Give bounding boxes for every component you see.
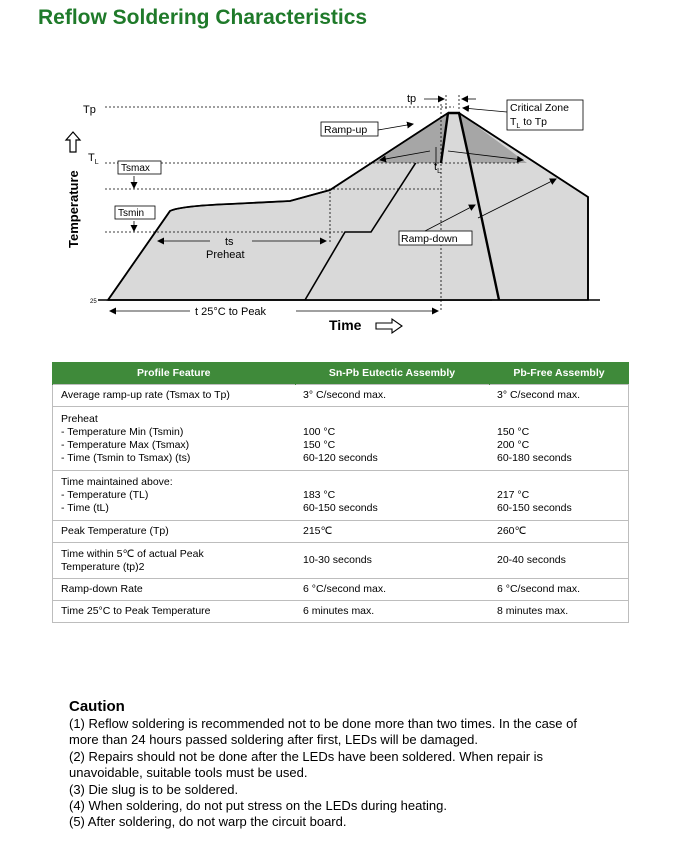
t25-to-peak-label: t 25°C to Peak: [195, 306, 267, 318]
ramp-up-label: Ramp-up: [324, 124, 368, 136]
reflow-profile-table: [52, 362, 629, 623]
table-cell-line: 150 °C: [497, 425, 530, 438]
table-cell-line: Preheat: [61, 412, 98, 425]
caution-line: (2) Repairs should not be done after the LEDs have been soldered. When repair is: [69, 748, 544, 764]
caution-line: unavoidable, suitable tools must be used.: [69, 765, 308, 781]
table-cell-line: Temperature (tp)2: [61, 560, 145, 573]
table-row: [53, 521, 629, 543]
tl-level-label: $T_L$: [88, 152, 99, 166]
table-cell-pbfree: [489, 521, 629, 543]
table-cell-line: 217 °C: [497, 489, 530, 501]
table-cell-feature: [53, 601, 296, 623]
preheat-label: Preheat: [206, 249, 245, 261]
table-cell-line: 8 minutes max.: [497, 605, 569, 617]
critical-zone-line1: Critical Zone: [510, 102, 569, 114]
table-cell-line: Time 25°C to Peak Temperature: [61, 605, 211, 617]
caution-text: [69, 716, 629, 831]
table-cell-line: 10-30 seconds: [303, 554, 372, 566]
ramp-down-label: Ramp-down: [401, 233, 458, 245]
table-header-row: [53, 362, 629, 385]
caution-heading: Caution: [69, 698, 125, 715]
caution-line: more than 24 hours passed soldering after first, LEDs will be damaged.: [69, 732, 478, 748]
time-axis-arrow: [376, 319, 402, 333]
caution-line: (5) After soldering, do not warp the circuit board.: [69, 814, 347, 830]
table-cell-snpb: [295, 543, 489, 579]
table-cell-line: 260℃: [497, 525, 527, 537]
table-cell-line: 183 °C: [303, 489, 336, 501]
table-cell-line: Ramp-down Rate: [61, 583, 143, 595]
table-cell-line: 200 °C: [497, 438, 530, 451]
table-cell-snpb: [295, 579, 489, 601]
table-cell-line: 60-150 seconds: [497, 502, 572, 514]
table-row: [53, 543, 629, 579]
table-cell-line: 20-40 seconds: [497, 554, 566, 566]
table-cell-pbfree: [489, 385, 629, 407]
tl-time-label: $t_L$: [434, 161, 441, 175]
table-cell-snpb: [295, 407, 489, 471]
table-cell-pbfree: [489, 543, 629, 579]
table-cell-line: 100 °C: [303, 425, 336, 438]
table-cell-feature: [53, 407, 296, 471]
table-cell-line: - Time (tL): [61, 502, 109, 514]
table-cell-pbfree: [489, 471, 629, 521]
table-cell-line: 6 °C/second max.: [497, 583, 580, 595]
caution-line: (4) When soldering, do not put stress on the LEDs during heating.: [69, 798, 447, 814]
tp-level-label: Tp: [83, 104, 96, 116]
table-cell-line: - Temperature Max (Tsmax): [61, 438, 190, 451]
table-row: [53, 579, 629, 601]
table-cell-line: 3° C/second max.: [303, 389, 386, 401]
table-cell-feature: [53, 471, 296, 521]
table-cell-line: - Temperature Min (Tsmin): [61, 425, 184, 438]
table-cell-snpb: [295, 471, 489, 521]
table-cell-snpb: [295, 601, 489, 623]
table-cell-line: - Temperature (TL): [61, 489, 149, 501]
table-cell-pbfree: [489, 601, 629, 623]
table-header-pbfree: Pb-Free Assembly: [489, 362, 629, 385]
table-cell-line: Time within 5℃ of actual Peak: [61, 547, 204, 560]
caution-line: (3) Die slug is to be soldered.: [69, 781, 239, 797]
table-cell-line: 60-180 seconds: [497, 451, 572, 464]
caution-line: (1) Reflow soldering is recommended not to be done more than two times. In the case of: [69, 716, 577, 731]
table-cell-line: Average ramp-up rate (Tsmax to Tp): [61, 389, 230, 401]
caution-section: [69, 698, 629, 831]
table-cell-feature: [53, 385, 296, 407]
table-cell-snpb: [295, 521, 489, 543]
table-row: [53, 601, 629, 623]
table-cell-feature: [53, 521, 296, 543]
table-cell-line: 150 °C: [303, 438, 336, 451]
table-cell-line: 6 minutes max.: [303, 605, 375, 617]
reflow-profile-diagram: [0, 0, 684, 345]
table-row: [53, 471, 629, 521]
critical-zone-line2: $T_L$ to Tp: [510, 116, 547, 130]
tp-time-label: tp: [407, 93, 417, 105]
table-header-snpb: Sn-Pb Eutectic Assembly: [295, 362, 489, 385]
table-cell-line: 215℃: [303, 525, 333, 537]
temperature-axis-arrow: [66, 132, 80, 152]
table-cell-line: 60-120 seconds: [303, 451, 378, 464]
table-cell-line: 6 °C/second max.: [303, 583, 386, 595]
table-cell-feature: [53, 543, 296, 579]
temperature-axis-label: Temperature: [66, 170, 81, 248]
table-cell-line: Peak Temperature (Tp): [61, 525, 169, 537]
page-title: Reflow Soldering Characteristics: [38, 6, 368, 29]
table-cell-line: 3° C/second max.: [497, 389, 580, 401]
ts-label: ts: [225, 236, 234, 248]
ambient-25-label: 25: [90, 299, 97, 305]
tsmin-label: Tsmin: [118, 208, 145, 219]
table-cell-pbfree: [489, 407, 629, 471]
table-cell-feature: [53, 579, 296, 601]
table-cell-snpb: [295, 385, 489, 407]
table-row: [53, 385, 629, 407]
table-cell-line: - Time (Tsmin to Tsmax) (ts): [61, 451, 191, 464]
table-cell-line: Time maintained above:: [61, 476, 173, 488]
table-cell-line: 60-150 seconds: [303, 502, 378, 514]
tsmax-label: Tsmax: [121, 163, 150, 174]
table-header-profile-feature: Profile Feature: [53, 362, 296, 385]
table-cell-pbfree: [489, 579, 629, 601]
time-axis-label: Time: [329, 317, 362, 333]
table-row: [53, 407, 629, 471]
